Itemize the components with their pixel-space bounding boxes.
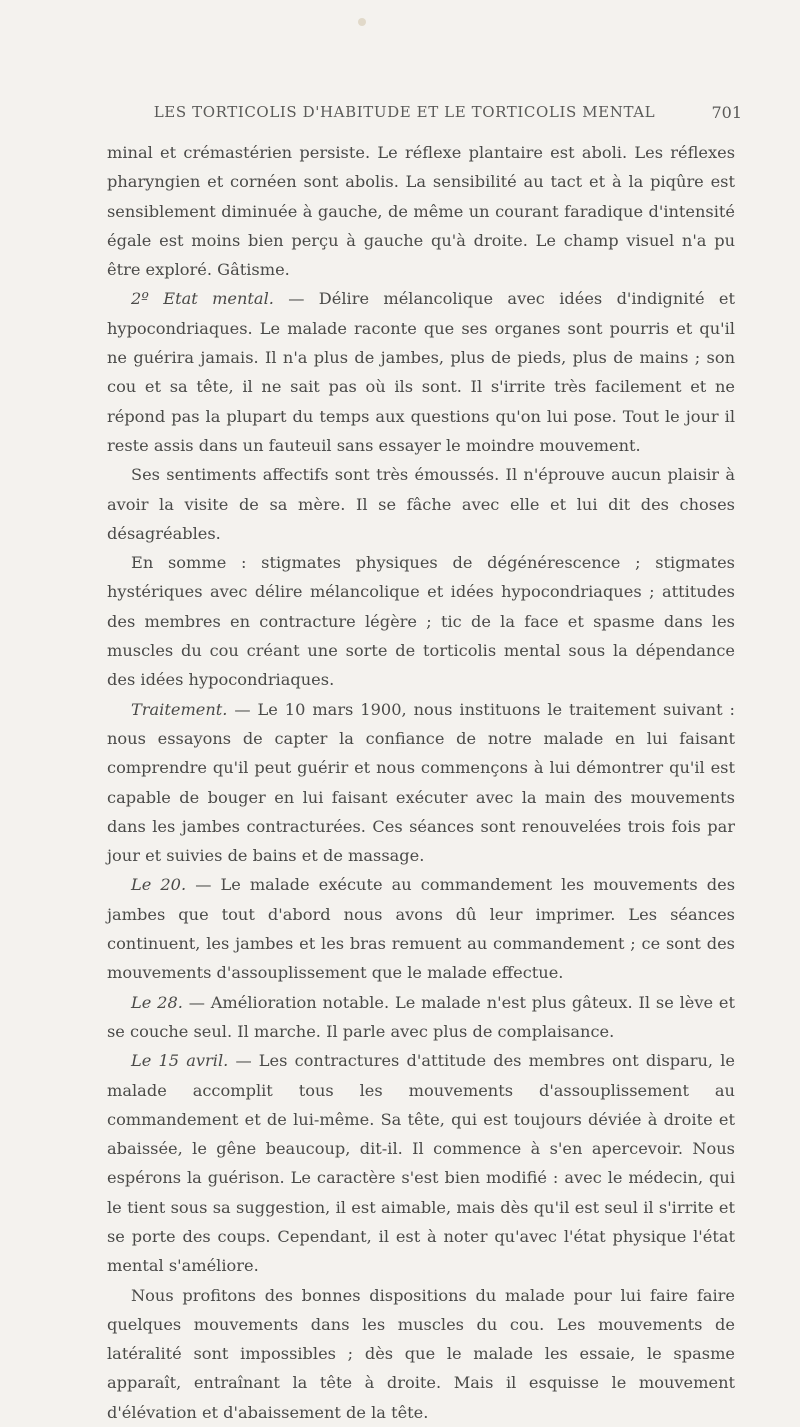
- page-number: 701: [711, 103, 742, 122]
- paragraph-8-text: — Les contractures d'attitude des membres ont disparu, le malade accomplit tous les mouvements d'assouplissement au commandement et de lui-même. Sa tête, qui est toujours déviée à droite et abaissée, le gêne beaucoup, dit-il. Il commence à s'en apercevoir. Nous espérons la guérison. Le caractère s'est bien modifié : avec le médecin, qui le tient sous sa suggestion, il est aimable, mais dès qu'il est seul il s'irrite et se porte des coups. Cependant, il est à noter qu'avec l'état physique l'état mental s'améliore.: [107, 1051, 735, 1276]
- paragraph-6-lead: Le 20.: [131, 875, 187, 895]
- paragraph-7: [107, 988, 735, 1047]
- paragraph-5-text: — Le 10 mars 1900, nous instituons le traitement suivant : nous essayons de capter la confiance de notre malade en lui faisant comprendre qu'il peut guérir et nous commençons à lui démontrer qu'il est capable de bouger en lui faisant exécuter avec la main des mouvements dans les jambes contracturées. Ces séances sont renouvelées trois fois par jour et suivies de bains et de massage.: [107, 699, 735, 866]
- paragraph-8-lead: Le 15 avril.: [131, 1051, 229, 1071]
- paragraph-3: [107, 460, 735, 548]
- paragraph-1: [107, 138, 735, 284]
- paragraph-6-text: — Le malade exécute au commandement les mouvements des jambes que tout d'abord nous avons dû leur imprimer. Les séances continuent, les jambes et les bras remuent au commandement ; ce sont des mouvements d'assouplissement que le malade effectue.: [107, 875, 736, 983]
- paragraph-2-text: — Délire mélancolique avec idées d'indignité et hypocondriaques. Le malade raconte que ses organes sont pourris et qu'il ne guérira jamais. Il n'a plus de jambes, plus de pieds, plus de mains ; son cou et sa tête, il ne sait pas où ils sont. Il s'irrite très facilement et ne répond pas la plupart du temps aux questions qu'on lui pose. Tout le jour il reste assis dans un fauteuil sans essayer le moindre mouvement.: [107, 289, 735, 455]
- paragraph-1-text: minal et crémastérien persiste. Le réflexe plantaire est aboli. Les réflexes pharyngien et cornéen sont abolis. La sensibilité au tact et à la piqûre est sensiblement diminuée à gauche, de même un courant faradique d'intensité égale est moins bien perçu à gauche qu'à droite. Le champ visuel n'a pu être exploré. Gâtisme.: [107, 143, 735, 280]
- paragraph-2-lead: 2º Etat mental.: [131, 289, 274, 309]
- ink-spot: [358, 18, 366, 26]
- paragraph-9: [107, 1281, 735, 1427]
- paragraph-7-lead: Le 28.: [131, 992, 183, 1012]
- running-title: LES TORTICOLIS D'HABITUDE ET LE TORTICOLIS MENTAL: [153, 103, 656, 121]
- paragraph-4: [107, 548, 735, 694]
- paragraph-2: [107, 284, 735, 460]
- paragraph-4-text: En somme : stigmates physiques de dégénérescence ; stigmates hystériques avec délire mélancolique et idées hypocondriaques ; attitudes des membres en contracture légère ; tic de la face et spasme dans les muscles du cou créant une sorte de torticolis mental sous la dépendance des idées hypocondriaques.: [107, 553, 735, 690]
- paragraph-5: [107, 695, 735, 871]
- paragraph-9-text: Nous profitons des bonnes dispositions du malade pour lui faire faire quelques mouvements dans les muscles du cou. Les mouvements de latéralité sont impossibles ; dès que le malade les essaie, le spasme apparaît, entraînant la tête à droite. Mais il esquisse le mouvement d'élévation et d'abaissement de la tête.: [107, 1285, 735, 1422]
- paragraph-8: [107, 1046, 735, 1280]
- paragraph-3-text: Ses sentiments affectifs sont très émoussés. Il n'éprouve aucun plaisir à avoir la visite de sa mère. Il se fâche avec elle et lui dit des choses désagréables.: [107, 465, 735, 543]
- paragraph-7-text: — Amélioration notable. Le malade n'est plus gâteux. Il se lève et se couche seul. Il marche. Il parle avec plus de complaisance.: [107, 992, 736, 1041]
- body-text: [107, 138, 735, 1427]
- paragraph-6: [107, 870, 735, 987]
- paragraph-5-lead: Traitement.: [131, 699, 228, 719]
